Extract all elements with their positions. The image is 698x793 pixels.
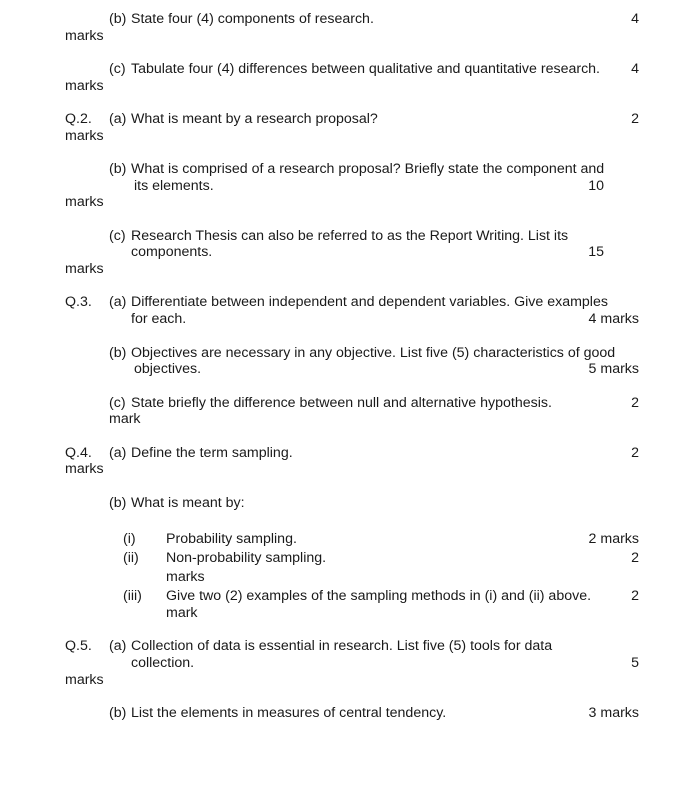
q5-a-marks-unit: marks [65, 672, 104, 688]
q5-b-label: (b) [109, 705, 127, 721]
q4-a-marks-unit: marks [65, 461, 104, 477]
q1-b-label: (b) [109, 11, 127, 27]
q2-c-marks-unit: marks [65, 261, 104, 277]
q4-b-iii-text: Give two (2) examples of the sampling methods in (i) and (ii) above. [166, 588, 592, 604]
q4-b-ii-marks-value: 2 [631, 550, 639, 566]
q5-b-text: List the elements in measures of central tendency. [131, 705, 447, 721]
q3-b-label: (b) [109, 345, 127, 361]
q2-c-text: Research Thesis can also be referred to as the Report Writing. List its [131, 228, 569, 244]
q2-c-marks-value: 15 [588, 244, 604, 260]
q4-b-ii-marks-unit: marks [166, 569, 205, 585]
q2-a-text: What is meant by a research proposal? [131, 111, 378, 127]
q4-number: Q.4. [65, 445, 92, 461]
q3-b-text-cont: objectives. [134, 361, 202, 377]
q3-a-label: (a) [109, 294, 127, 310]
q2-b-marks-value: 10 [588, 178, 604, 194]
q5-a-text-cont: collection. [131, 655, 195, 671]
q4-b-iii-label: (iii) [123, 588, 142, 604]
q2-b-text: What is comprised of a research proposal? Briefly state the component and [131, 161, 605, 177]
q4-a-marks-value: 2 [631, 445, 639, 461]
q4-b-ii-label: (ii) [123, 550, 139, 566]
q1-c-marks-value: 4 [631, 61, 639, 77]
q4-a-text: Define the term sampling. [131, 445, 293, 461]
q4-b-text: What is meant by: [131, 495, 245, 511]
q2-c-text-cont: components. [131, 244, 213, 260]
q2-b-label: (b) [109, 161, 127, 177]
q5-b-marks: 3 marks [588, 705, 639, 721]
q5-a-text: Collection of data is essential in research. List five (5) tools for data [131, 638, 553, 654]
q4-b-i-label: (i) [123, 531, 136, 547]
q3-a-text: Differentiate between independent and dependent variables. Give examples [131, 294, 608, 310]
q2-a-label: (a) [109, 111, 127, 127]
q4-a-label: (a) [109, 445, 127, 461]
q5-a-label: (a) [109, 638, 127, 654]
q3-c-text: State briefly the difference between null and alternative hypothesis. [131, 395, 552, 411]
q2-b-text-cont: its elements. [134, 178, 214, 194]
q3-a-marks: 4 marks [588, 311, 639, 327]
q5-number: Q.5. [65, 638, 92, 654]
q5-a-marks-value: 5 [631, 655, 639, 671]
q2-a-marks-value: 2 [631, 111, 639, 127]
q4-b-i-marks: 2 marks [588, 531, 639, 547]
q2-c-label: (c) [109, 228, 126, 244]
q3-c-label: (c) [109, 395, 126, 411]
q4-b-iii-marks-value: 2 [631, 588, 639, 604]
q3-c-marks-value: 2 [631, 395, 639, 411]
q4-b-label: (b) [109, 495, 127, 511]
q4-b-iii-marks-unit: mark [166, 605, 198, 621]
q1-b-marks-value: 4 [631, 11, 639, 27]
q1-c-marks-unit: marks [65, 78, 104, 94]
q2-number: Q.2. [65, 111, 92, 127]
q3-a-text-cont: for each. [131, 311, 187, 327]
q1-b-text: State four (4) components of research. [131, 11, 374, 27]
q1-c-label: (c) [109, 61, 126, 77]
q2-b-marks-unit: marks [65, 194, 104, 210]
q1-b-marks-unit: marks [65, 28, 104, 44]
q4-b-ii-text: Non-probability sampling. [166, 550, 327, 566]
q2-a-marks-unit: marks [65, 128, 104, 144]
q3-b-marks: 5 marks [588, 361, 639, 377]
q3-c-marks-unit: mark [109, 411, 141, 427]
q1-c-text: Tabulate four (4) differences between qualitative and quantitative research. [131, 61, 601, 77]
q4-b-i-text: Probability sampling. [166, 531, 297, 547]
q3-number: Q.3. [65, 294, 92, 310]
q3-b-text: Objectives are necessary in any objective. List five (5) characteristics of good [131, 345, 616, 361]
